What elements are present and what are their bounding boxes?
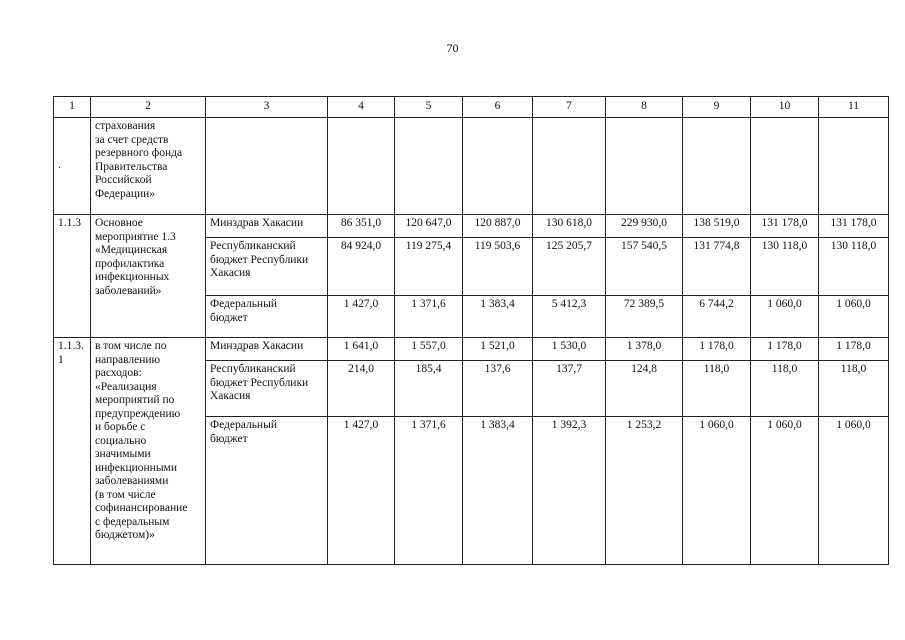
empty-cell [683, 118, 751, 215]
amount-cell: 124,8 [606, 361, 683, 417]
column-header: 9 [683, 97, 751, 118]
funding-source: Минздрав Хакасии [206, 215, 328, 238]
empty-cell [328, 118, 395, 215]
row-code: 1.1.3 [54, 215, 91, 338]
amount-cell: 1 641,0 [328, 338, 395, 361]
amount-cell: 119 275,4 [395, 238, 463, 296]
empty-cell [751, 118, 819, 215]
amount-cell: 86 351,0 [328, 215, 395, 238]
amount-cell: 137,7 [533, 361, 606, 417]
amount-cell: 1 427,0 [328, 296, 395, 338]
empty-cell [819, 118, 889, 215]
row-name: страхования за счет средств резервного фонда Правительства Российской Федерации» [91, 118, 206, 215]
amount-cell: 72 389,5 [606, 296, 683, 338]
amount-cell: 185,4 [395, 361, 463, 417]
amount-cell: 120 647,0 [395, 215, 463, 238]
amount-cell: 137,6 [463, 361, 533, 417]
column-header: 10 [751, 97, 819, 118]
amount-cell: 1 060,0 [751, 296, 819, 338]
amount-cell: 1 060,0 [751, 417, 819, 565]
table-row [54, 215, 889, 238]
amount-cell: 5 412,3 [533, 296, 606, 338]
empty-cell [533, 118, 606, 215]
amount-cell: 119 503,6 [463, 238, 533, 296]
funding-source: Республиканский бюджет Республики Хакасия [206, 238, 328, 296]
column-header: 1 [54, 97, 91, 118]
amount-cell: 1 557,0 [395, 338, 463, 361]
amount-cell: 1 383,4 [463, 296, 533, 338]
amount-cell: 1 521,0 [463, 338, 533, 361]
empty-cell [463, 118, 533, 215]
amount-cell: 1 383,4 [463, 417, 533, 565]
table-row [54, 338, 889, 361]
funding-source: Республиканский бюджет Республики Хакасия [206, 361, 328, 417]
amount-cell: 1 060,0 [819, 296, 889, 338]
amount-cell: 131 774,8 [683, 238, 751, 296]
amount-cell: 130 618,0 [533, 215, 606, 238]
column-header: 8 [606, 97, 683, 118]
amount-cell: 131 178,0 [751, 215, 819, 238]
amount-cell: 229 930,0 [606, 215, 683, 238]
amount-cell: 1 253,2 [606, 417, 683, 565]
row-code: . [54, 118, 91, 215]
amount-cell: 118,0 [751, 361, 819, 417]
amount-cell: 214,0 [328, 361, 395, 417]
funding-source: Федеральный бюджет [206, 417, 328, 565]
row-name: Основное мероприятие 1.3 «Медицинская профилактика инфекционных заболеваний» [91, 215, 206, 338]
amount-cell: 157 540,5 [606, 238, 683, 296]
amount-cell: 118,0 [683, 361, 751, 417]
amount-cell: 1 392,3 [533, 417, 606, 565]
empty-cell [606, 118, 683, 215]
column-header: 5 [395, 97, 463, 118]
amount-cell: 1 178,0 [683, 338, 751, 361]
column-header: 6 [463, 97, 533, 118]
header-row [54, 97, 889, 118]
amount-cell: 6 744,2 [683, 296, 751, 338]
amount-cell: 120 887,0 [463, 215, 533, 238]
amount-cell: 1 371,6 [395, 417, 463, 565]
amount-cell: 1 178,0 [751, 338, 819, 361]
amount-cell: 1 378,0 [606, 338, 683, 361]
amount-cell: 130 118,0 [819, 238, 889, 296]
page-number: 70 [446, 41, 459, 55]
amount-cell: 1 060,0 [819, 417, 889, 565]
amount-cell: 118,0 [819, 361, 889, 417]
budget-table [53, 96, 889, 565]
empty-cell [395, 118, 463, 215]
amount-cell: 131 178,0 [819, 215, 889, 238]
column-header: 7 [533, 97, 606, 118]
amount-cell: 1 530,0 [533, 338, 606, 361]
amount-cell: 130 118,0 [751, 238, 819, 296]
amount-cell: 138 519,0 [683, 215, 751, 238]
funding-source: Минздрав Хакасии [206, 338, 328, 361]
column-header: 3 [206, 97, 328, 118]
column-header: 4 [328, 97, 395, 118]
amount-cell: 84 924,0 [328, 238, 395, 296]
amount-cell: 1 060,0 [683, 417, 751, 565]
amount-cell: 1 427,0 [328, 417, 395, 565]
row-name: в том числе по направлению расходов: «Реализация мероприятий по предупреждению и борьбе с социально значимыми инфекционными заболеваниями (в том числе софинансирование с федеральным бюджетом)» [91, 338, 206, 565]
amount-cell: 1 178,0 [819, 338, 889, 361]
table-row [54, 118, 889, 215]
column-header: 2 [91, 97, 206, 118]
empty-cell [206, 118, 328, 215]
funding-source: Федеральный бюджет [206, 296, 328, 338]
row-code: 1.1.3. 1 [54, 338, 91, 565]
amount-cell: 1 371,6 [395, 296, 463, 338]
amount-cell: 125 205,7 [533, 238, 606, 296]
column-header: 11 [819, 97, 889, 118]
